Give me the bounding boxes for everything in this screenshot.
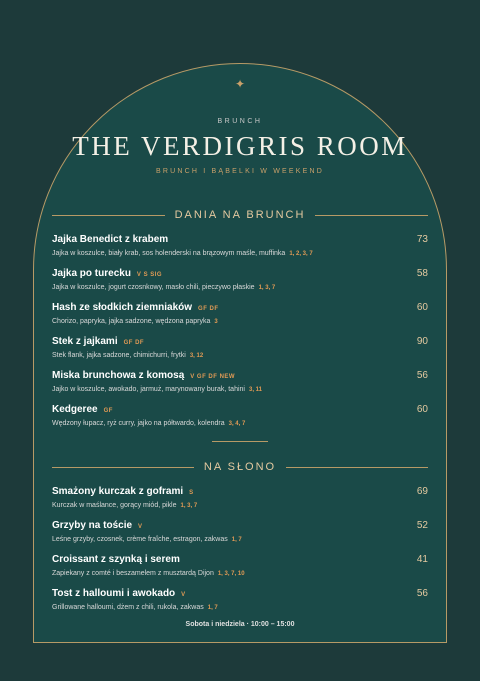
item-allergens: 1, 3, 7, 10 (217, 571, 245, 577)
item-name: Jajka po turecku (52, 268, 131, 279)
item-tags: V S SIG (136, 272, 163, 278)
section-rule (286, 467, 428, 468)
item-price: 52 (416, 520, 428, 531)
item-description: Jajka w koszulce, biały krab, sos holenderski na brązowym maśle, muffinka (52, 250, 286, 257)
menu-item (52, 481, 428, 509)
menu-item (52, 229, 428, 257)
item-description: Chorizo, papryka, jajka sadzone, wędzona papryka (52, 318, 211, 325)
item-description: Zapiekany z comté i beszamelem z musztardą Dijon (52, 570, 214, 577)
section-divider (212, 441, 268, 442)
item-allergens: 1, 7 (231, 537, 242, 543)
item-name: Hash ze słodkich ziemniaków (52, 302, 193, 313)
item-price: 90 (416, 336, 428, 347)
item-price: 56 (416, 370, 428, 381)
item-tags: V GF DF NEW (190, 374, 236, 380)
star-icon: ✦ (234, 77, 246, 91)
item-description: Jajka w koszulce, jogurt czosnkowy, masło chili, pieczywo płaskie (52, 284, 255, 291)
menu-item (52, 549, 428, 577)
item-description: Wędzony łupacz, ryż curry, jajko na półtwardo, kolendra (52, 420, 225, 427)
item-description: Kurczak w maślance, gorący miód, pikle (52, 502, 177, 509)
tagline: BRUNCH I BĄBELKI W WEEKEND (155, 168, 325, 175)
item-description: Jajko w koszulce, awokado, jarmuż, marynowany burak, tahini (52, 386, 245, 393)
item-allergens: 3, 12 (189, 353, 204, 359)
item-allergens: 1, 3, 7 (258, 285, 276, 291)
item-tags: GF (103, 408, 113, 414)
menu-item (52, 297, 428, 325)
item-tags: GF DF (198, 306, 219, 312)
menu-item (52, 365, 428, 393)
item-description: Stek flank, jajka sadzone, chimichurri, frytki (52, 352, 186, 359)
item-name: Kedgeree (52, 404, 98, 415)
item-allergens: 1, 3, 7 (180, 503, 198, 509)
menu-item (52, 515, 428, 543)
item-price: 73 (416, 234, 428, 245)
item-name: Tost z halloumi i awokado (52, 588, 176, 599)
item-tags: V (138, 524, 143, 530)
section-title-savory (52, 460, 428, 474)
item-allergens: 1, 7 (207, 605, 218, 611)
item-price: 69 (416, 486, 428, 497)
section-rule (315, 215, 428, 216)
item-name: Grzyby na toście (52, 520, 133, 531)
item-price: 60 (416, 404, 428, 415)
section-rule (52, 215, 165, 216)
item-tags: V (181, 592, 186, 598)
item-name: Croissant z szynką i serem (52, 554, 180, 565)
item-name: Miska brunchowa z komosą (52, 370, 185, 381)
opening-hours: Sobota i niedziela · 10:00 – 15:00 (185, 621, 295, 628)
menu-item (52, 399, 428, 427)
item-price: 58 (416, 268, 428, 279)
section-title-brunch (52, 208, 428, 222)
restaurant-title: THE VERDIGRIS ROOM (72, 131, 408, 161)
item-allergens: 1, 2, 3, 7 (289, 251, 313, 257)
item-description: Leśne grzyby, czosnek, crème fraîche, estragon, zakwas (52, 536, 228, 543)
menu-item (52, 331, 428, 359)
item-price: 41 (416, 554, 428, 565)
item-allergens: 3, 11 (248, 387, 262, 393)
section-label: DANIA NA BRUNCH (174, 209, 306, 221)
item-allergens: 3, 4, 7 (228, 421, 246, 427)
section-rule (52, 467, 194, 468)
menu-item (52, 583, 428, 611)
item-tags: GF DF (123, 340, 145, 346)
item-price: 60 (416, 302, 428, 313)
item-allergens: 3 (214, 319, 218, 325)
item-tags: S (189, 490, 194, 496)
item-price: 56 (416, 588, 428, 599)
menu-item (52, 263, 428, 291)
item-name: Jajka Benedict z krabem (52, 234, 169, 245)
item-name: Smażony kurczak z goframi (52, 486, 184, 497)
item-description: Grillowane halloumi, dżem z chili, rukola, zakwas (52, 604, 204, 611)
item-name: Stek z jajkami (52, 336, 118, 347)
header-pretitle: BRUNCH (217, 118, 263, 125)
section-label: NA SŁONO (203, 461, 277, 473)
